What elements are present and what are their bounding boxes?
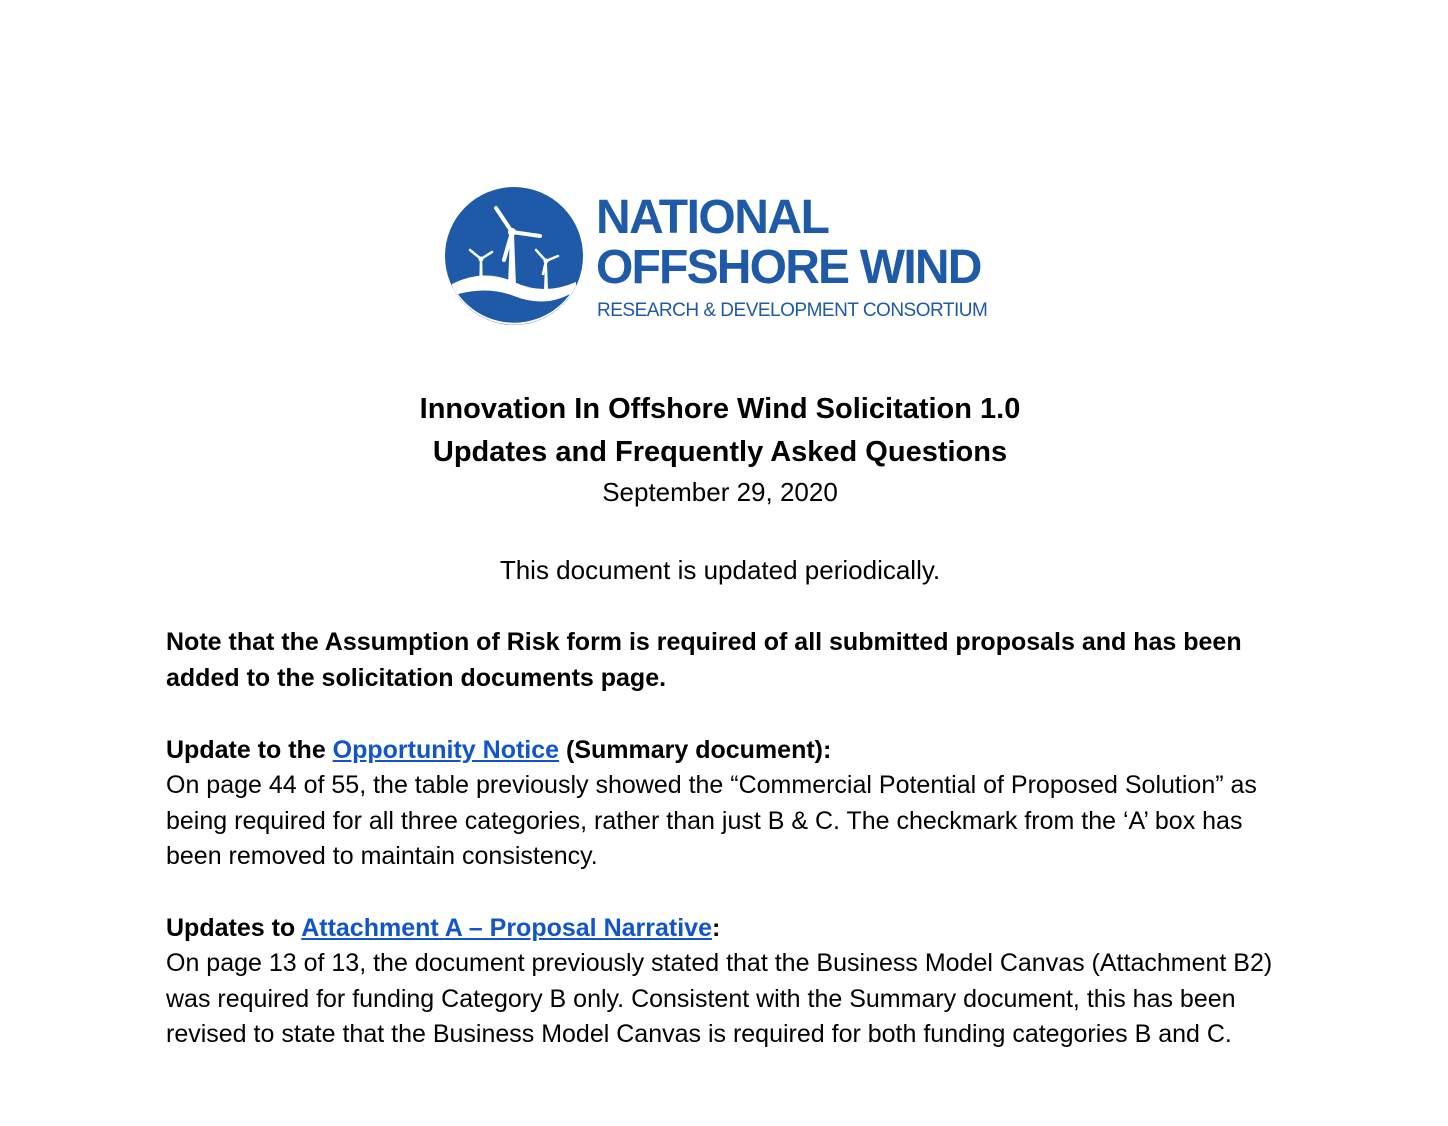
attachment-a-body: On page 13 of 13, the document previously stated that the Business Model Canvas (Attachment B2) was required for funding Category B only. Consistent with the Summary document, this has been revised to state that the Business Model Canvas is required for both funding categories B and C. <box>166 949 1273 1048</box>
update-notice: This document is updated periodically. <box>499 555 941 585</box>
document-title: Innovation In Offshore Wind Solicitation 1.0 <box>419 393 1021 425</box>
opportunity-notice-heading <box>166 733 1286 769</box>
logo-line-offshore-wind: OFFSHORE WIND <box>596 241 981 294</box>
assumption-of-risk-note: Note that the Assumption of Risk form is required of all submitted proposals and has been added to the solicitation documents page. <box>166 628 1242 692</box>
logo-line-consortium: RESEARCH & DEVELOPMENT CONSORTIUM <box>597 300 988 321</box>
attachment-a-heading <box>166 911 1286 947</box>
heading-prefix: Update to the <box>166 736 333 764</box>
logo-line-national: NATIONAL <box>596 191 829 244</box>
document-subtitle: Updates and Frequently Asked Questions <box>432 436 1008 468</box>
heading-suffix: (Summary document): <box>559 736 832 764</box>
document-date: September 29, 2020 <box>602 477 838 507</box>
nowrdc-logo <box>444 186 1004 328</box>
heading-prefix: Updates to <box>166 914 302 942</box>
wind-turbine-icon <box>444 186 584 326</box>
heading-suffix: : <box>711 914 721 942</box>
attachment-a-link[interactable]: Attachment A – Proposal Narrative <box>301 914 712 942</box>
opportunity-notice-link[interactable]: Opportunity Notice <box>332 736 560 764</box>
logo-wordmark <box>596 192 1004 326</box>
opportunity-notice-body: On page 44 of 55, the table previously showed the “Commercial Potential of Proposed Solution” as being required for all three categories, rather than just B & C. The checkmark from the ‘A’ box has been removed to maintain consistency. <box>166 771 1257 870</box>
